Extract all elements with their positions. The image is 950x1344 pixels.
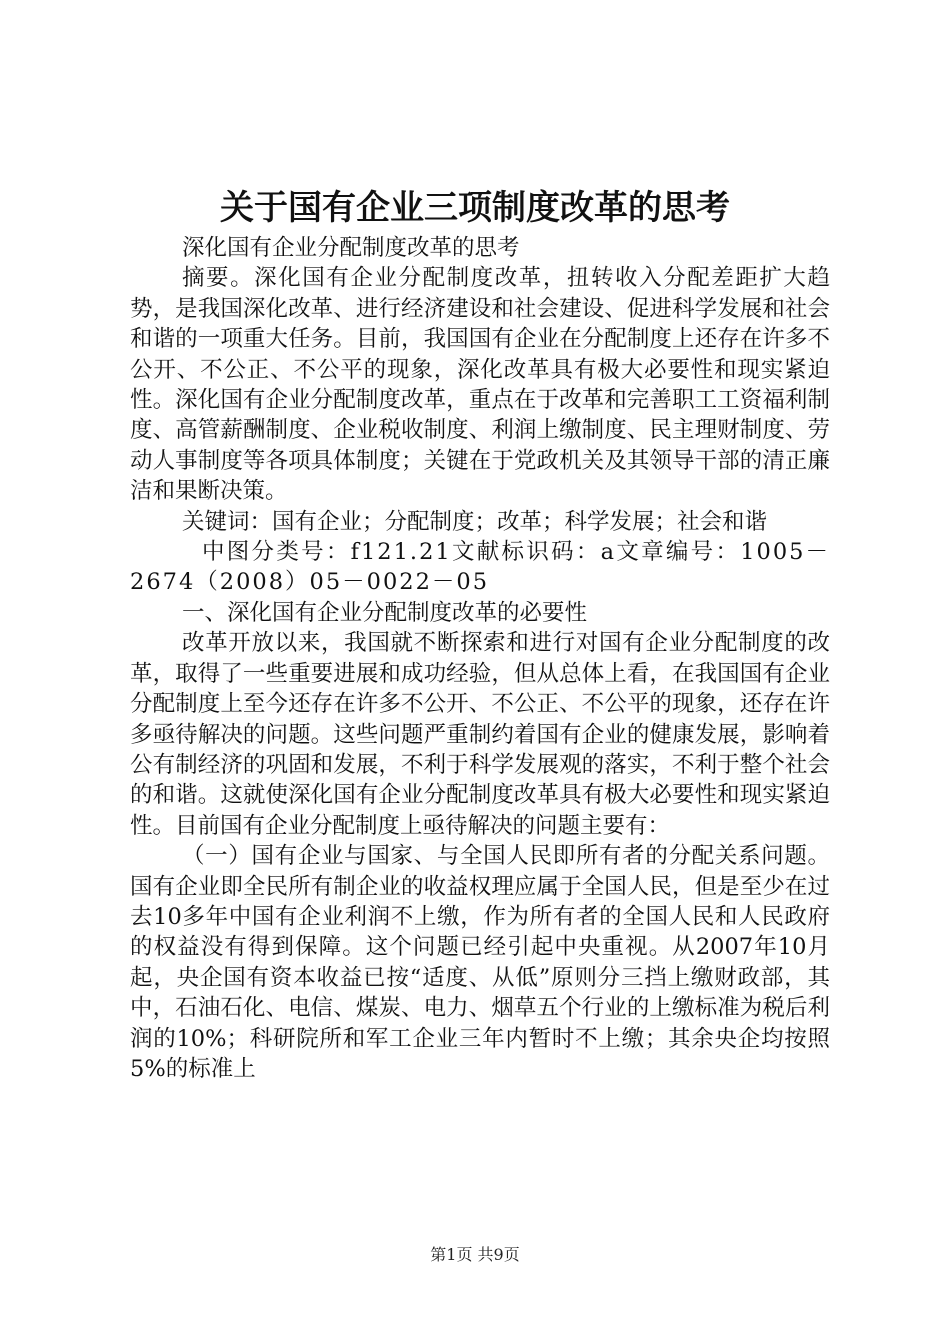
subtitle-paragraph: 深化国有企业分配制度改革的思考 (182, 235, 520, 261)
document-title: 关于国有企业三项制度改革的思考 (220, 188, 730, 228)
classification-paragraph: 中图分类号：f121.21文献标识码：a文章编号：1005－2674（2008）05－0022－05 (130, 539, 830, 596)
document-body (130, 233, 830, 1084)
section-heading: 一、深化国有企业分配制度改革的必要性 (182, 599, 588, 626)
keywords-paragraph: 关键词：国有企业；分配制度；改革；科学发展；社会和谐 (182, 508, 768, 535)
body-paragraph: 改革开放以来，我国就不断探索和进行对国有企业分配制度的改革，取得了一些重要进展和成功经验，但从总体上看，在我国国有企业分配制度上至今还存在许多不公开、不公正、不公平的现象，还存在许多亟待解决的问题。这些问题严重制约着国有企业的健康发展，影响着公有制经济的巩固和发展，不利于科学发展观的落实，不利于整个社会的和谐。这就使深化国有企业分配制度改革具有极大必要性和现实紧迫性。目前国有企业分配制度上亟待解决的问题主要有： (130, 630, 830, 839)
page-footer: 第1页 共9页 (430, 1245, 520, 1264)
abstract-paragraph: 摘要。深化国有企业分配制度改革，扭转收入分配差距扩大趋势，是我国深化改革、进行经济建设和社会建设、促进科学发展和社会和谐的一项重大任务。目前，我国国有企业在分配制度上还存在许多不公开、不公正、不公平的现象，深化改革具有极大必要性和现实紧迫性。深化国有企业分配制度改革，重点在于改革和完善职工工资福利制度、高管薪酬制度、企业税收制度、利润上缴制度、民主理财制度、劳动人事制度等各项具体制度；关键在于党政机关及其领导干部的清正廉洁和果断决策。 (130, 265, 830, 505)
body-paragraph: （一）国有企业与国家、与全国人民即所有者的分配关系问题。国有企业即全民所有制企业的收益权理应属于全国人民，但是至少在过去10多年中国有企业利润不上缴，作为所有者的全国人民和人民政府的权益没有得到保障。这个问题已经引起中央重视。从2007年10月起，央企国有资本收益已按“适度、从低”原则分三挡上缴财政部，其中，石油石化、电信、煤炭、电力、烟草五个行业的上缴标准为税后利润的10%；科研院所和军工企业三年内暂时不上缴；其余央企均按照5%的标准上 (130, 843, 830, 1082)
